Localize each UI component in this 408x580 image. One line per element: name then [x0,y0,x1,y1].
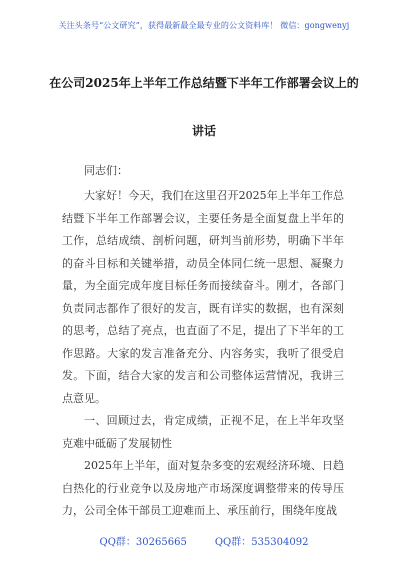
document-title-line-1: 在公司2025年上半年工作总结暨下半年工作部署会议上的 [49,76,359,90]
footer-qq-group-2: QQ群：535304092 [214,537,309,548]
salutation: 同志们： [84,164,128,177]
document-body [62,185,344,523]
section-heading-one: 一、回顾过去，肯定成绩，正视不足，在上半年攻坚克难中砥砺了发展韧性 [62,414,344,450]
footer-qq-banner [0,533,408,548]
footer-qq-group-1: QQ群：30265665 [99,537,187,548]
document-title-line-2: 讲话 [191,124,216,138]
paragraph-opening: 大家好！今天，我们在这里召开2025年上半年工作总结暨下半年工作部署会议，主要任务是全面复盘上半年的工作，总结成绩、剖析问题，研判当前形势，明确下半年的奋斗目标和关键举措，动员全体同仁统一思想、凝聚力量，为全面完成年度目标任务而接续奋斗。刚才，各部门负责同志都作了很好的发言，既有详实的数据，也有深刻的思考，总结了亮点，也直面了不足，提出了下半年的工作思路。大家的发言准备充分、内容务实，我听了很受启发。下面，结合大家的发言和公司整体运营情况，我讲三点意见。 [62,189,344,405]
paragraph-review: 2025年上半年，面对复杂多变的宏观经济环境、日趋白热化的行业竞争以及房地产市场深度调整带来的传导压力，公司全体干部员工迎难而上、承压前行，围绕年度战 [62,459,344,517]
header-promo-banner: 关注头条号“公文研究”，获得最新最全最专业的公文资料库！ 微信：gongwenyj [58,21,350,30]
